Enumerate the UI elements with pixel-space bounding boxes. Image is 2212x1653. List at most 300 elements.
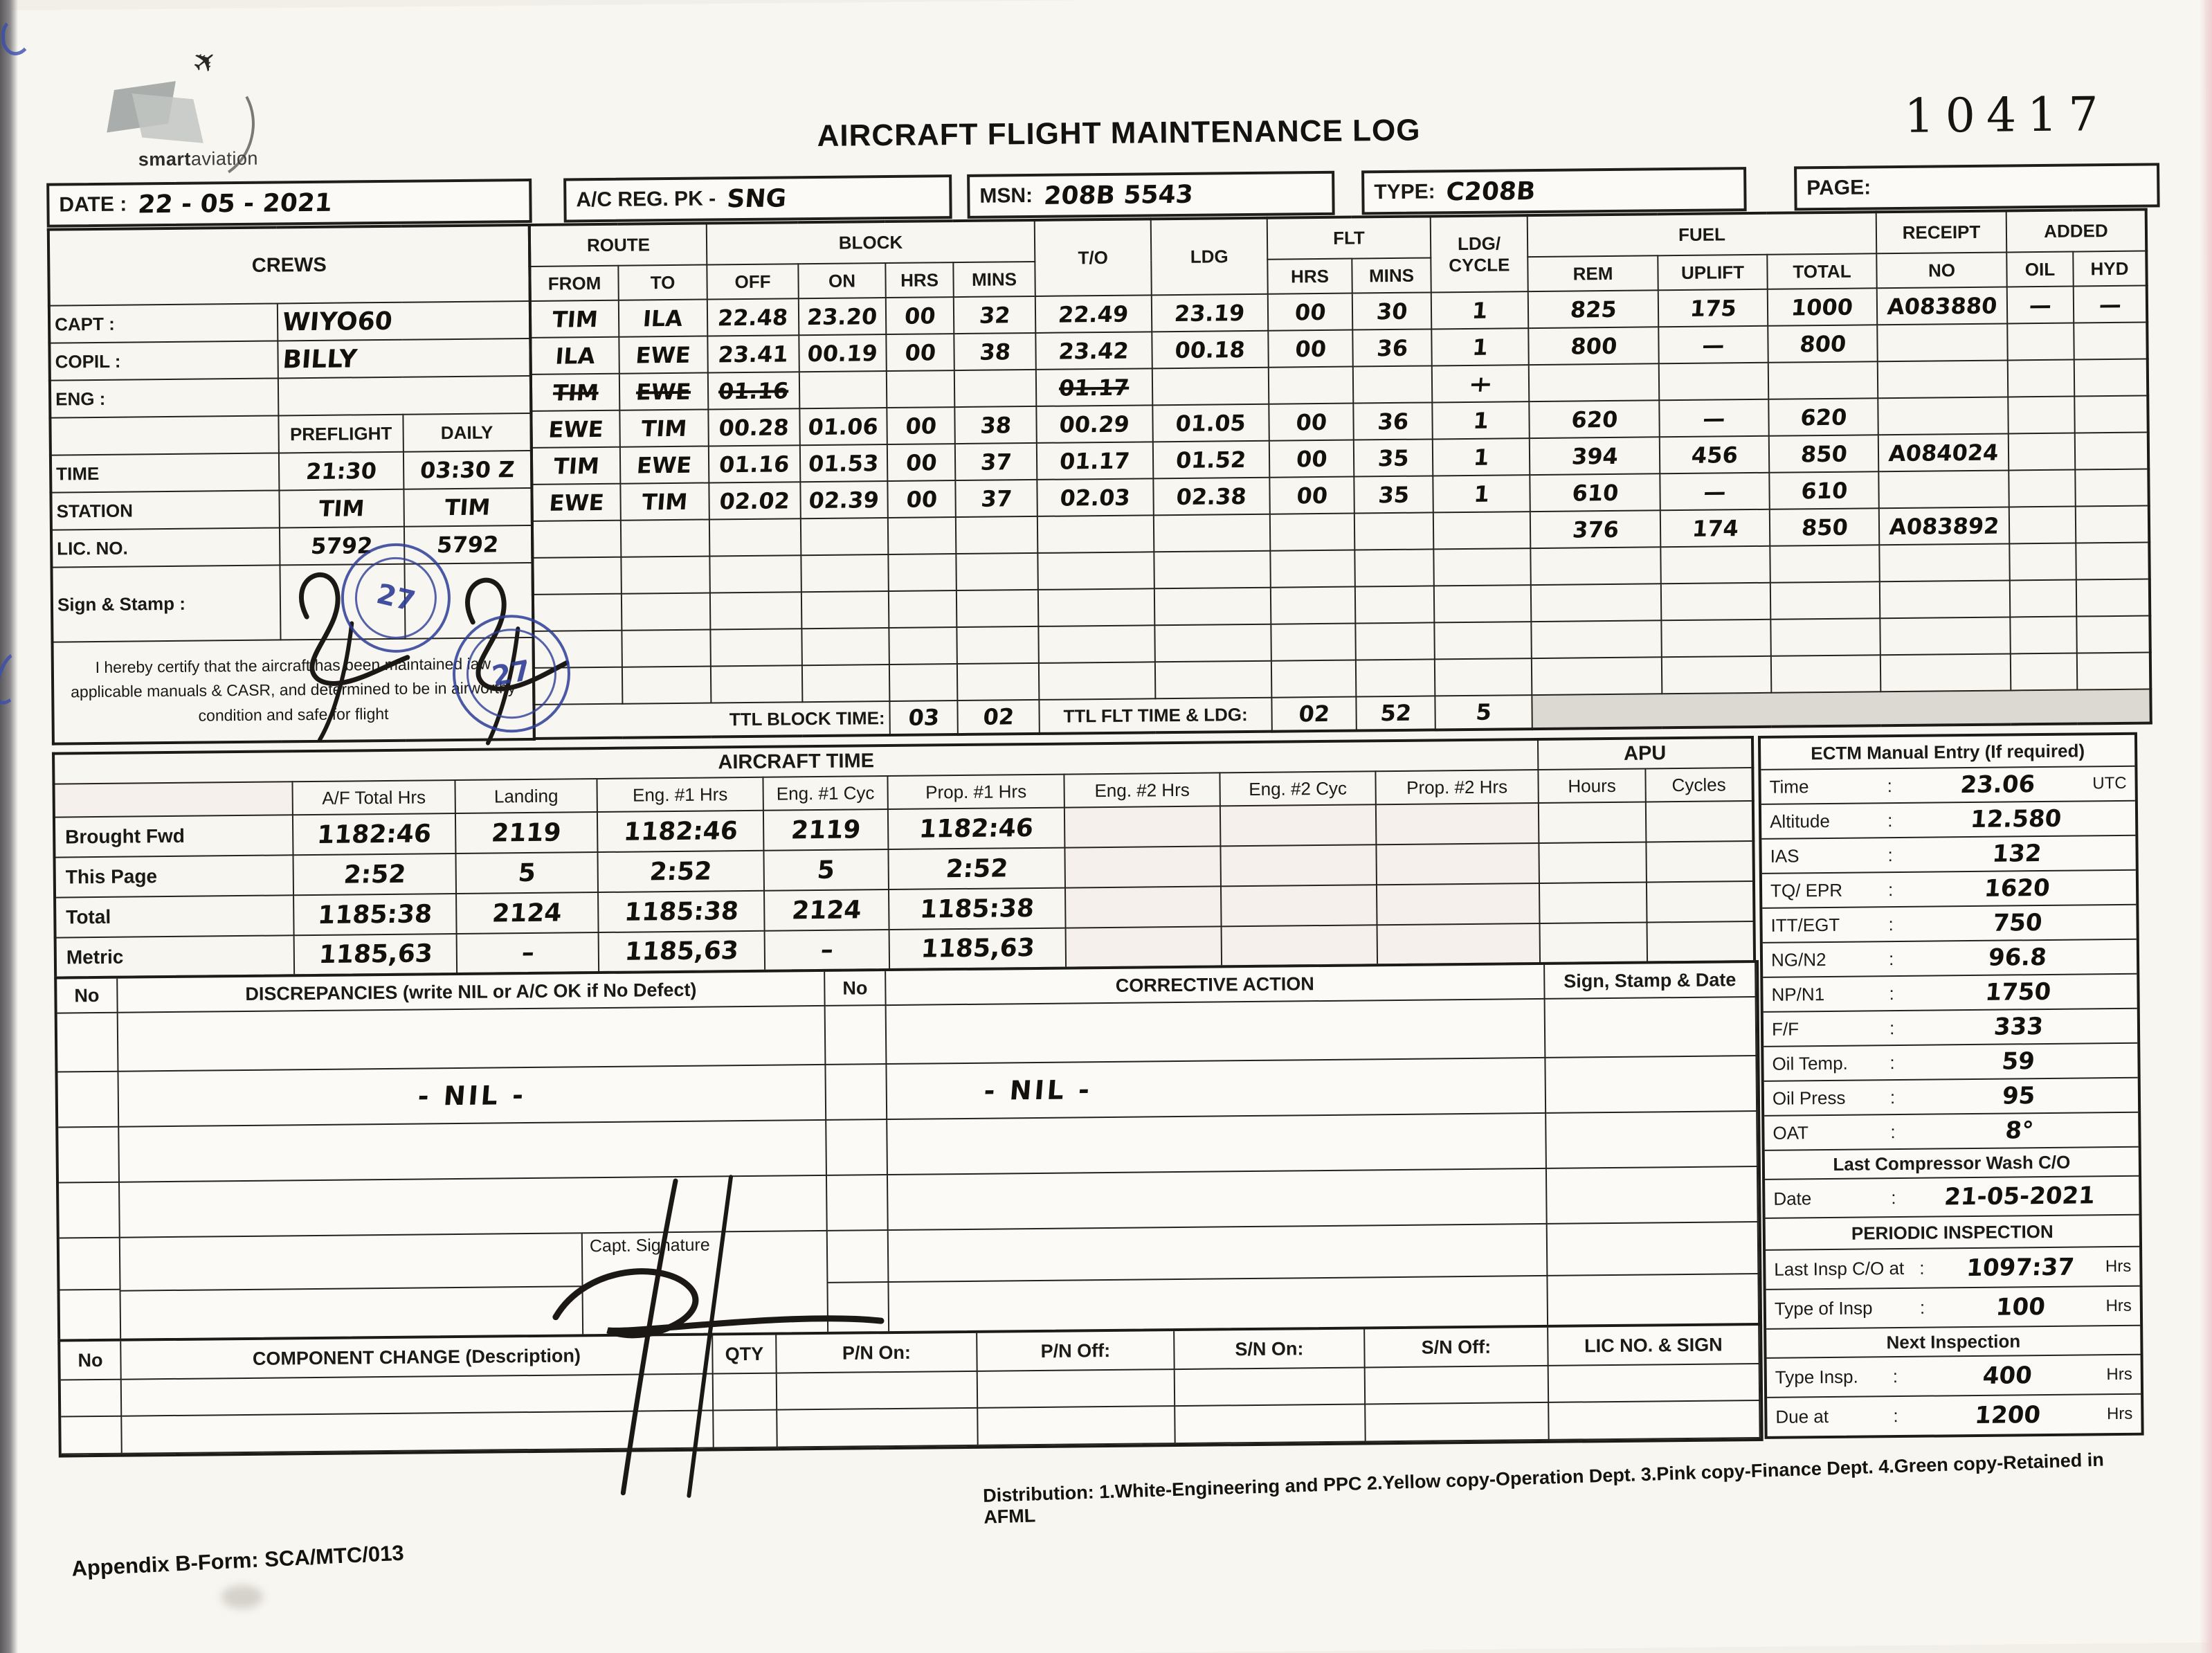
- apu-hours-cell: [1539, 802, 1647, 843]
- apu-hours-cell: [1539, 883, 1647, 923]
- flight-value-ldg: 02.38: [1175, 482, 1248, 510]
- flight-cell-receipt: [1879, 543, 2010, 581]
- ldg-cycle-line2: CYCLE: [1449, 253, 1510, 276]
- flight-cell-total: [1771, 655, 1881, 693]
- ectm-row-oat: [1764, 1113, 2138, 1151]
- page-label: PAGE:: [1806, 176, 1871, 200]
- flight-cell-rem: [1529, 363, 1660, 401]
- flight-cell-receipt: [1880, 580, 2011, 618]
- corr-no-cell: [826, 1065, 887, 1121]
- discrepancies-section: [54, 960, 1762, 1345]
- ectm-value: 59: [2001, 1047, 2036, 1076]
- comp-cell: [714, 1411, 778, 1449]
- flight-value-ldg: 00.18: [1174, 336, 1246, 363]
- aircraft-time-cell: [1064, 846, 1221, 887]
- flight-value-tko: 23.42: [1058, 337, 1130, 365]
- receipt-no-header: NO: [1876, 252, 2006, 288]
- flight-value-fmins: 35: [1377, 444, 1410, 471]
- sign-stamp-date-header: Sign, Stamp & Date: [1545, 963, 1756, 1000]
- flight-value-cyc: 1: [1471, 407, 1490, 434]
- flight-cell-hyd: [2074, 323, 2148, 360]
- distribution-note: Distribution: 1.White-Engineering and PPC 2.Yellow copy-Operation Dept. 3.Pink copy-Finance Dept. 4.Green copy-Retained in AFML: [982, 1449, 2105, 1528]
- flight-cell-rem: [1530, 510, 1661, 548]
- corrective-action-header: CORRECTIVE ACTION: [886, 965, 1545, 1006]
- flight-value-uplift: —: [1703, 478, 1728, 505]
- flight-cell-bmins: [955, 443, 1037, 480]
- flight-value-oil: —: [2028, 291, 2053, 318]
- comp-cell: [122, 1374, 714, 1416]
- type-of-insp-row: [1766, 1287, 2141, 1330]
- page-box: [1794, 163, 2160, 210]
- apu-cycles-cell: [1646, 801, 1754, 842]
- flight-cell-on: [799, 298, 887, 335]
- fuel-header: FUEL: [1527, 212, 1877, 257]
- flight-value-fhrs: 00: [1295, 445, 1328, 472]
- flight-value-uplift: —: [1701, 331, 1725, 359]
- flight-value-bhrs: 00: [905, 449, 938, 476]
- ectm-value: 1620: [1983, 874, 2051, 903]
- flight-cell-hyd: [2077, 653, 2151, 690]
- ectm-row-altitude: [1761, 802, 2135, 840]
- due-at-value: 1200: [1973, 1400, 2042, 1429]
- flight-cell-uplift: [1659, 363, 1769, 401]
- flight-cell-off: [708, 372, 800, 409]
- flight-cell-uplift: [1660, 436, 1770, 474]
- flight-cell-receipt: [1879, 507, 2010, 545]
- ectm-label: NP/N1: [1771, 983, 1825, 1005]
- ectm-row-ng-n2: [1763, 940, 2137, 978]
- flight-cell-ldg: [1153, 478, 1270, 516]
- flight-value-fmins: 36: [1375, 334, 1409, 361]
- sign-cell: [1546, 1112, 1758, 1169]
- ectm-label: OAT: [1773, 1121, 1809, 1144]
- flight-cell-bmins: [956, 553, 1038, 590]
- flight-cell-from: [530, 300, 619, 338]
- aircraft-time-value: 2:52: [342, 860, 407, 889]
- flight-value-off: 02.02: [718, 487, 791, 514]
- col-eng2-cyc: Eng. #2 Cyc: [1220, 771, 1375, 806]
- flight-cell-off: [708, 408, 800, 446]
- colon: :: [1888, 948, 1894, 969]
- flight-cell-off: [709, 555, 801, 593]
- flight-value-rem: 376: [1571, 516, 1620, 543]
- flight-cell-on: [801, 554, 889, 592]
- ectm-label: ITT/EGT: [1770, 914, 1840, 936]
- comp-cell: [61, 1380, 123, 1418]
- flight-cell-off: [710, 629, 802, 666]
- component-change-section: [57, 1323, 1764, 1458]
- flight-cell-oil: [2009, 507, 2076, 544]
- flight-value-rem: 610: [1570, 479, 1620, 507]
- aircraft-time-value: 1185,63: [624, 937, 740, 966]
- sign-stamp-label: Sign & Stamp :: [51, 565, 280, 642]
- from-header: FROM: [529, 266, 618, 301]
- flight-value-receipt: A084024: [1887, 439, 2000, 467]
- flight-value-bhrs: 00: [905, 485, 939, 513]
- flight-cell-rem: [1528, 327, 1659, 365]
- time-preflight: 21:30: [305, 458, 378, 485]
- flight-cell-tko: [1038, 588, 1155, 626]
- aircraft-time-title: AIRCRAFT TIME: [53, 739, 1538, 784]
- flight-cell-fmins: [1352, 329, 1432, 366]
- flight-value-rem: 825: [1569, 296, 1617, 323]
- flight-value-total: 850: [1800, 514, 1849, 541]
- rem-header: REM: [1527, 255, 1658, 291]
- flight-cell-fhrs: [1269, 440, 1354, 478]
- flight-cell-uplift: [1661, 620, 1771, 658]
- comp-cell: [714, 1374, 778, 1411]
- col-eng2-hrs: Eng. #2 Hrs: [1064, 773, 1220, 807]
- disc-no-cell: [57, 1072, 119, 1128]
- type-box: [1361, 167, 1747, 215]
- ectm-title: ECTM Manual Entry (If required): [1761, 735, 2134, 770]
- flight-value-bmins: 37: [979, 485, 1013, 512]
- aircraft-time-value: 2119: [490, 818, 563, 848]
- flight-cell-fhrs: [1268, 293, 1353, 331]
- scan-right-edge-artifact: [2200, 0, 2212, 1653]
- type-of-insp-hrs: Hrs: [2105, 1296, 2132, 1315]
- flight-cell-on: [801, 591, 889, 629]
- compressor-date-value: 21-05-2021: [1943, 1182, 2096, 1211]
- sign-cell: [1548, 1222, 1759, 1276]
- sign-cell: [1545, 1056, 1757, 1114]
- flight-cell-ldg: [1154, 588, 1271, 626]
- comp-cell: [1175, 1368, 1366, 1407]
- ectm-label: Oil Temp.: [1772, 1052, 1848, 1074]
- aircraft-time-cell: [598, 891, 765, 932]
- flight-cell-ldg: [1152, 368, 1269, 406]
- sign-cell: [1548, 1274, 1759, 1328]
- flight-cell-ldg: [1155, 661, 1272, 699]
- flight-cell-on: [800, 481, 888, 518]
- colon: :: [1889, 1051, 1895, 1073]
- flight-cell-ldg: [1154, 551, 1271, 589]
- flight-value-off: 00.28: [718, 413, 790, 441]
- discrepancy-capt-cell: [120, 1231, 828, 1342]
- lic-daily: 5792: [436, 531, 500, 559]
- flight-cell-off: [709, 482, 801, 519]
- ttl-flt-ldg: 5: [1474, 698, 1493, 725]
- ectm-label: Altitude: [1769, 810, 1830, 832]
- flight-cell-from: [532, 521, 622, 558]
- to-header: TO: [618, 265, 707, 300]
- flight-value-on: 01.53: [808, 449, 880, 477]
- flight-value-rem: 394: [1570, 442, 1619, 470]
- flight-value-total: 1000: [1790, 293, 1854, 320]
- col-eng1-hrs: Eng. #1 Hrs: [597, 777, 763, 812]
- flight-cell-total: [1769, 471, 1879, 509]
- date-value: 22 - 05 - 2021: [136, 188, 334, 219]
- ectm-row-oil-temp-: [1764, 1044, 2137, 1082]
- flight-cell-to: [620, 482, 709, 520]
- lic-sign-header: LIC NO. & SIGN: [1548, 1326, 1760, 1366]
- flight-value-to: EWE: [636, 451, 693, 478]
- flight-cell-oil: [2010, 580, 2077, 617]
- corr-no-cell: [827, 1175, 889, 1231]
- acreg-value: SNG: [725, 183, 788, 213]
- aircraft-time-cell: [455, 852, 598, 894]
- ectm-value: 333: [1992, 1013, 2045, 1041]
- flight-value-bmins: 32: [978, 301, 1011, 329]
- flight-value-bmins: 38: [979, 411, 1013, 439]
- discrepancy-cell: [119, 1121, 827, 1183]
- corrective-cell: [888, 1169, 1548, 1231]
- flight-cell-hyd: [2076, 506, 2150, 543]
- colon: :: [1919, 1297, 1925, 1318]
- flight-cell-total: [1770, 618, 1880, 656]
- scan-left-edge-artifact: [0, 0, 18, 1653]
- flight-cell-from: [530, 337, 619, 374]
- aircraft-time-cell: [764, 889, 889, 931]
- uplift-header: UPLIFT: [1658, 255, 1767, 291]
- aircraft-time-cell: [293, 853, 456, 895]
- disc-no-cell: [59, 1183, 120, 1239]
- aircraft-time-value: –: [819, 935, 835, 964]
- flight-cell-hyd: [2076, 579, 2150, 617]
- flight-value-tko: 22.49: [1057, 300, 1130, 328]
- stamp-number: 27: [373, 577, 419, 618]
- ectm-label: Time: [1769, 775, 1809, 797]
- flight-cell-uplift: [1659, 399, 1769, 437]
- flight-value-from: TIM: [551, 305, 599, 333]
- flight-value-fhrs: 00: [1294, 298, 1327, 325]
- pn-off-header: P/N Off:: [977, 1331, 1175, 1372]
- flight-cell-off: [707, 298, 799, 336]
- total-header: TOTAL: [1767, 253, 1876, 289]
- flight-value-uplift: 175: [1689, 294, 1737, 322]
- flight-cell-receipt: [1878, 433, 2009, 471]
- logo-text: [138, 148, 258, 171]
- corr-no-cell: [828, 1283, 889, 1335]
- comp-cell: [1549, 1364, 1760, 1403]
- flight-cell-on: [799, 334, 887, 372]
- next-type-value: 400: [1982, 1361, 2033, 1390]
- flight-cell-total: [1768, 325, 1878, 363]
- corrective-nil: [887, 1058, 1546, 1120]
- disc-no-cell: [60, 1290, 122, 1342]
- flight-cell-fhrs: [1271, 660, 1357, 698]
- aircraft-time-value: 2124: [491, 898, 563, 928]
- colon: :: [1889, 982, 1894, 1004]
- comp-cell: [1549, 1401, 1761, 1440]
- flight-cell-bmins: [954, 406, 1037, 444]
- time-label: TIME: [51, 453, 280, 492]
- flight-cell-receipt: [1878, 360, 2009, 398]
- flight-cell-oil: [2008, 397, 2075, 434]
- corr-no-cell: [826, 1006, 887, 1065]
- flight-cell-ldg: [1152, 331, 1269, 369]
- flight-cell-cyc: [1431, 291, 1529, 329]
- flight-cell-to: [619, 300, 708, 337]
- aircraft-time-value: 2119: [790, 815, 862, 844]
- disc-no-cell: [57, 1013, 119, 1073]
- next-type-row: [1767, 1355, 2141, 1398]
- aircraft-time-cell: [1377, 883, 1540, 925]
- flight-cell-rem: [1529, 400, 1660, 438]
- flight-cell-fhrs: [1270, 550, 1355, 588]
- receipt-header: RECEIPT: [1876, 210, 2007, 253]
- aircraft-time-value: 1185,63: [919, 933, 1035, 964]
- flight-cell-to: [619, 336, 708, 373]
- flight-cell-uplift: [1662, 656, 1772, 694]
- ectm-value: 1750: [1984, 977, 2052, 1006]
- colon: :: [1887, 878, 1894, 900]
- last-insp-row: [1766, 1247, 2140, 1290]
- flight-cell-fmins: [1354, 549, 1434, 586]
- flight-value-cyc: 1: [1471, 297, 1489, 324]
- comp-cell: [1366, 1366, 1549, 1405]
- flight-cell-bhrs: [887, 407, 955, 444]
- flight-value-on: 23.20: [806, 302, 879, 330]
- due-at-hrs: Hrs: [2106, 1404, 2133, 1423]
- comp-no-header: No: [60, 1342, 122, 1381]
- aircraft-time-cell: [763, 849, 889, 891]
- flight-cell-on: [799, 371, 887, 408]
- ectm-label: IAS: [1770, 844, 1799, 867]
- msn-value: 208B 5543: [1042, 180, 1194, 210]
- aircraft-time-cell: [1220, 844, 1377, 886]
- colon: :: [1887, 844, 1893, 865]
- discrepancies-header: DISCREPANCIES (write NIL or A/C OK if No Defect): [118, 972, 825, 1013]
- flight-cell-receipt: [1878, 397, 2009, 435]
- aircraft-time-value: 1185:38: [316, 899, 433, 930]
- colon: :: [1919, 1257, 1925, 1279]
- flight-cell-hyd: [2074, 359, 2148, 397]
- flight-cell-receipt: [1880, 617, 2011, 655]
- flight-cell-bmins: [954, 370, 1037, 407]
- aircraft-time-corner-cell: [53, 782, 292, 817]
- flight-cell-from: [531, 410, 620, 448]
- flight-cell-uplift: [1658, 289, 1768, 327]
- ectm-row-itt-egt: [1762, 905, 2136, 943]
- flight-value-fmins: 36: [1376, 408, 1410, 435]
- flight-cell-bhrs: [887, 480, 956, 518]
- flight-cell-bmins: [957, 663, 1040, 701]
- flight-cell-receipt: [1880, 653, 2011, 692]
- aircraft-time-value: 1182:46: [316, 819, 433, 849]
- flight-cell-cyc: [1433, 512, 1531, 549]
- flight-value-cyc: 1: [1472, 480, 1491, 507]
- flight-cell-uplift: [1660, 509, 1770, 548]
- type-of-insp-value: 100: [1995, 1292, 2047, 1321]
- aircraft-time-table: [52, 736, 1756, 979]
- corrective-no-header: No: [825, 971, 886, 1006]
- row-divider: [121, 1285, 583, 1291]
- corr-no-cell: [828, 1231, 889, 1283]
- aircraft-time-cell: [1066, 926, 1222, 968]
- flight-cell-off: [710, 592, 802, 629]
- ectm-value: 750: [1991, 909, 2043, 937]
- corrective-cell: [887, 1114, 1547, 1175]
- apu-hours-cell: [1539, 842, 1647, 883]
- aircraft-time-cell: [294, 934, 457, 975]
- aircraft-time-cell: [1222, 925, 1378, 966]
- ectm-value: 96.8: [1987, 943, 2048, 972]
- flight-cell-bhrs: [887, 370, 955, 408]
- aircraft-time-value: 2:52: [649, 856, 714, 886]
- flight-cell-to: [620, 446, 709, 483]
- last-insp-hrs: Hrs: [2105, 1256, 2132, 1276]
- date-label: DATE :: [59, 192, 127, 217]
- flight-cell-cyc: [1435, 658, 1532, 696]
- colon: :: [1887, 775, 1893, 796]
- component-change-header: COMPONENT CHANGE (Description): [121, 1335, 713, 1380]
- flight-cell-fmins: [1353, 365, 1433, 403]
- flight-value-cyc: +: [1470, 370, 1491, 397]
- flight-value-to: ILA: [642, 305, 685, 332]
- flight-cell-fhrs: [1271, 587, 1356, 624]
- colon: :: [1889, 1086, 1896, 1108]
- capt-signature-box: [581, 1231, 827, 1335]
- flight-cell-cyc: [1434, 622, 1532, 659]
- ttl-block-label: TTL BLOCK TIME:: [534, 701, 889, 739]
- aircraft-time-cell: [1220, 804, 1377, 846]
- acreg-box: [563, 174, 952, 222]
- flight-cell-ldg: [1152, 294, 1269, 332]
- type-label: TYPE:: [1374, 180, 1435, 204]
- flight-cell-oil: [2009, 543, 2076, 581]
- disc-no-cell: [58, 1128, 120, 1184]
- flight-cell-uplift: [1661, 583, 1771, 621]
- flight-cell-to: [622, 593, 711, 630]
- aircraft-time-value: 5: [816, 856, 836, 885]
- discrepancy-cell: [120, 1176, 828, 1238]
- aircraft-time-cell: [597, 811, 764, 852]
- flight-cell-to: [619, 372, 709, 410]
- aircraft-time-row-label: Metric: [55, 935, 295, 977]
- flight-cell-hyd: [2075, 469, 2149, 507]
- comp-cell: [1366, 1403, 1550, 1443]
- flight-value-total: 610: [1799, 477, 1849, 504]
- flight-cell-cyc: [1432, 365, 1530, 402]
- flight-value-fhrs: 00: [1294, 335, 1327, 362]
- flight-cell-fmins: [1354, 476, 1433, 513]
- periodic-inspection-title: PERIODIC INSPECTION: [1766, 1216, 2139, 1251]
- aircraft-time-cell: [293, 813, 456, 855]
- flight-cell-hyd: [2076, 543, 2150, 580]
- colon: :: [1893, 1405, 1898, 1427]
- lic-label: LIC. NO.: [51, 527, 280, 567]
- flight-value-receipt: A083892: [1888, 512, 2000, 540]
- flight-value-tko: 01.17: [1058, 374, 1131, 401]
- aircraft-time-cell: [1376, 803, 1539, 844]
- comp-cell: [122, 1411, 714, 1454]
- date-box: [46, 179, 532, 228]
- flight-cell-total: [1768, 288, 1878, 326]
- sn-off-header: S/N Off:: [1365, 1328, 1549, 1369]
- aircraft-time-cell: [599, 931, 765, 973]
- flight-cell-hyd: [2075, 433, 2149, 470]
- flight-cell-on: [802, 665, 890, 702]
- flight-cell-rem: [1531, 620, 1662, 658]
- flight-cell-fmins: [1352, 292, 1432, 329]
- next-type-hrs: Hrs: [2106, 1364, 2132, 1384]
- flight-cell-bhrs: [889, 664, 958, 701]
- compressor-date-row: [1765, 1177, 2139, 1219]
- flight-cell-rem: [1528, 290, 1659, 328]
- col-eng1-cyc: Eng. #1 Cyc: [763, 776, 887, 811]
- ectm-row-oil-press: [1764, 1078, 2138, 1117]
- copil-value: BILLY: [282, 344, 359, 374]
- block-mins-header: MINS: [953, 262, 1035, 297]
- flight-value-fhrs: 00: [1295, 482, 1329, 509]
- block-header: BLOCK: [707, 220, 1035, 265]
- flight-cell-fmins: [1356, 659, 1435, 696]
- form-serial-number: 10417: [1903, 87, 2110, 144]
- ectm-label: NG/N2: [1770, 948, 1826, 970]
- flight-value-cyc: 1: [1472, 444, 1490, 471]
- aircraft-time-cell: [1221, 885, 1377, 926]
